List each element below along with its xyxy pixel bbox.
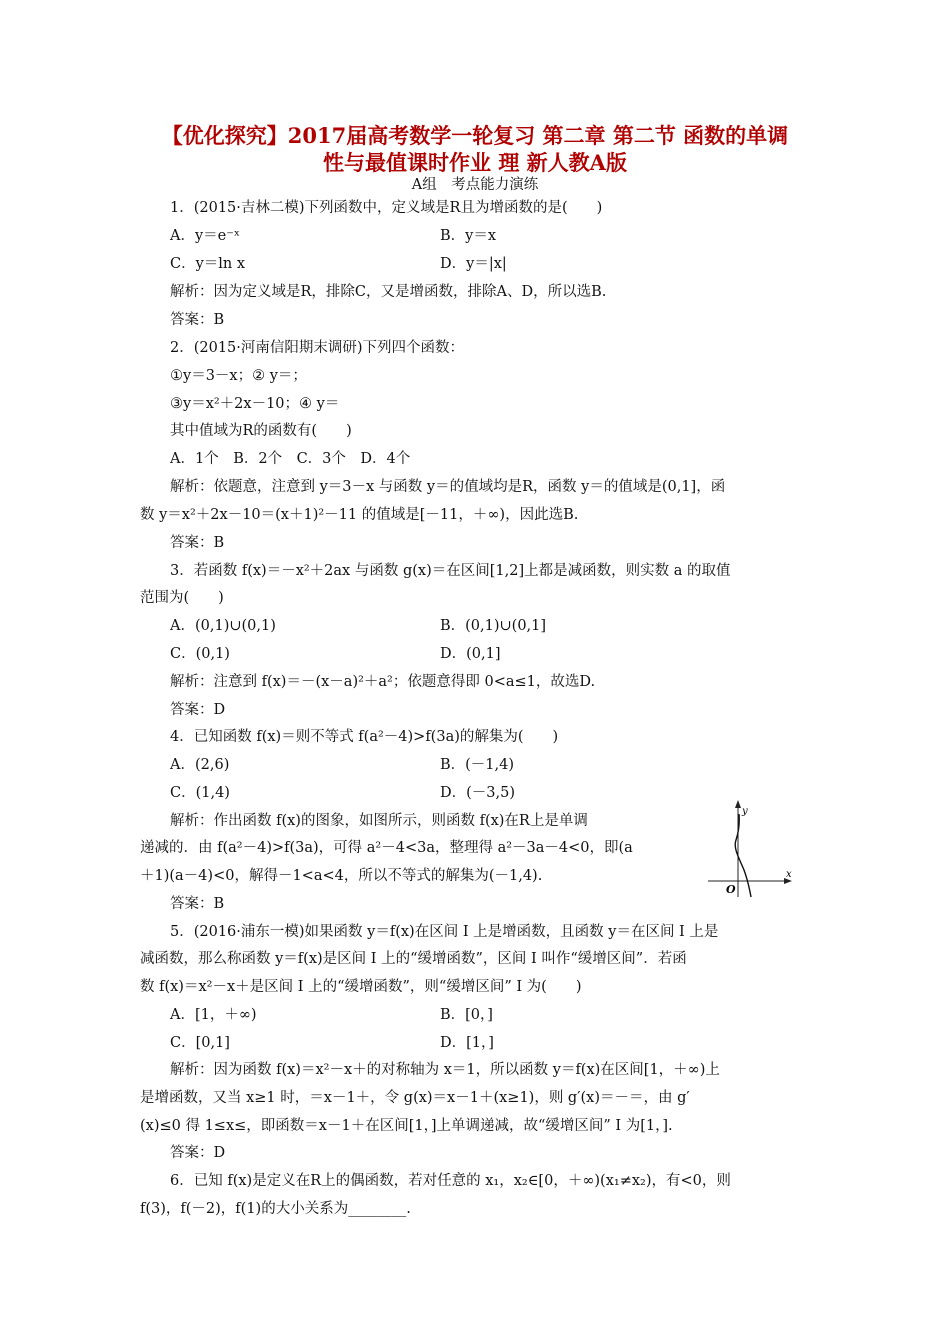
graph-y-label: y: [742, 806, 748, 817]
q3-option-c: C．(0,1): [170, 646, 230, 662]
q3-option-b: B．(0,1)∪(0,1]: [440, 618, 547, 634]
q5-analysis-3: (x)≤0 得 1≤x≤，即函数＝x－1＋在区间[1，]上单调递减，故“缓增区间” I 为[1，].: [140, 1118, 673, 1134]
q4-option-d: D．(－3,5): [440, 785, 515, 801]
q4-analysis-3: ＋1)(a－4)<0，解得－1<a<4，所以不等式的解集为(－1,4).: [140, 868, 543, 884]
q3-stem-2: 范围为( ): [140, 590, 224, 606]
q2-answer: 答案：B: [170, 535, 225, 551]
q5-option-d: D．[1，]: [440, 1035, 494, 1051]
q3-stem-1: 3．若函数 f(x)＝－x²＋2ax 与函数 g(x)＝在区间[1,2]上都是减函数，则实数 a 的取值: [170, 563, 731, 579]
q4-option-c: C．(1,4): [170, 785, 230, 801]
q4-analysis-2: 递减的．由 f(a²－4)>f(3a)，可得 a²－4<3a，整理得 a²－3a－4<0，即(a: [140, 840, 633, 856]
q5-analysis-1: 解析：因为函数 f(x)＝x²－x＋的对称轴为 x＝1，所以函数 y＝f(x)在区间[1，＋∞)上: [170, 1062, 720, 1078]
document-title: [120, 122, 830, 176]
q2-analysis-2: 数 y＝x²＋2x－10＝(x＋1)²－11 的值域是[－11，＋∞)，因此选B.: [140, 507, 579, 523]
graph-x-label: x: [786, 869, 792, 880]
title-line-2: 性与最值课时作业 理 新人教A版: [323, 150, 627, 175]
q5-stem-1: 5．(2016·浦东一模)如果函数 y＝f(x)在区间 I 上是增函数，且函数 y＝在区间 I 上是: [170, 924, 719, 940]
q3-option-a: A．(0,1)∪(0,1): [170, 618, 276, 634]
q5-option-b: B．[0，]: [440, 1007, 493, 1023]
q1-answer: 答案：B: [170, 312, 225, 328]
title-line-1: 【优化探究】2017届高考数学一轮复习 第二章 第二节 函数的单调: [161, 123, 789, 148]
q5-stem-2: 减函数，那么称函数 y＝f(x)是区间 I 上的“缓增函数”，区间 I 叫作“缓增区间”．若函: [140, 951, 687, 967]
q6-stem-2: f(3)，f(－2)，f(1)的大小关系为________.: [140, 1201, 411, 1217]
q6-stem-1: 6．已知 f(x)是定义在R上的偶函数，若对任意的 x₁，x₂∈[0，＋∞)(x₁≠x₂)，有<0，则: [170, 1173, 731, 1189]
q3-option-d: D．(0,1]: [440, 646, 501, 662]
q5-answer: 答案：D: [170, 1145, 226, 1161]
q1-stem: 1．(2015·吉林二模)下列函数中，定义域是R且为增函数的是( ): [170, 200, 603, 216]
q2-question: 其中值域为R的函数有( ): [170, 423, 352, 439]
section-subtitle: A组 考点能力演练: [411, 177, 539, 193]
q5-stem-3: 数 f(x)＝x²－x＋是区间 I 上的“缓增函数”，则“缓增区间” I 为( ): [140, 979, 582, 995]
q2-analysis-1: 解析：依题意，注意到 y＝3－x 与函数 y＝的值域均是R，函数 y＝的值域是(0,1]，函: [170, 479, 726, 495]
q5-option-a: A．[1，＋∞): [170, 1007, 257, 1023]
q4-answer: 答案：B: [170, 896, 225, 912]
q5-option-c: C．[0,1]: [170, 1035, 230, 1051]
q4-analysis-1: 解析：作出函数 f(x)的图象，如图所示，则函数 f(x)在R上是单调: [170, 813, 588, 829]
q2-stem: 2．(2015·河南信阳期末调研)下列四个函数：: [170, 340, 465, 356]
q1-option-c: C．y＝ln x: [170, 256, 246, 272]
q1-option-b: B．y＝x: [440, 228, 497, 244]
q1-analysis: 解析：因为定义域是R，排除C，又是增函数，排除A、D，所以选B.: [170, 284, 607, 300]
q4-option-b: B．(－1,4): [440, 757, 515, 773]
function-graph-figure: [702, 800, 798, 900]
q5-analysis-2: 是增函数，又当 x≥1 时，＝x－1＋，令 g(x)＝x－1＋(x≥1)，则 g′(x)＝－＝，由 g′: [140, 1090, 690, 1106]
graph-y-arrow: [735, 800, 741, 808]
q1-option-d: D．y＝|x|: [440, 256, 507, 272]
q2-functions-2: ③y＝x²＋2x－10；④ y＝: [170, 396, 340, 412]
q2-functions-1: ①y＝3－x；② y＝；: [170, 368, 307, 384]
q4-stem: 4．已知函数 f(x)＝则不等式 f(a²－4)>f(3a)的解集为( ): [170, 729, 559, 745]
q3-answer: 答案：D: [170, 702, 226, 718]
q4-option-a: A．(2,6): [170, 757, 230, 773]
q3-analysis: 解析：注意到 f(x)＝－(x－a)²＋a²；依题意得即 0<a≤1，故选D.: [170, 674, 596, 690]
q1-option-a: A．y＝e⁻ˣ: [170, 228, 241, 244]
q2-options: A．1个 B．2个 C．3个 D．4个: [170, 451, 411, 467]
graph-origin-label: O: [726, 883, 736, 896]
